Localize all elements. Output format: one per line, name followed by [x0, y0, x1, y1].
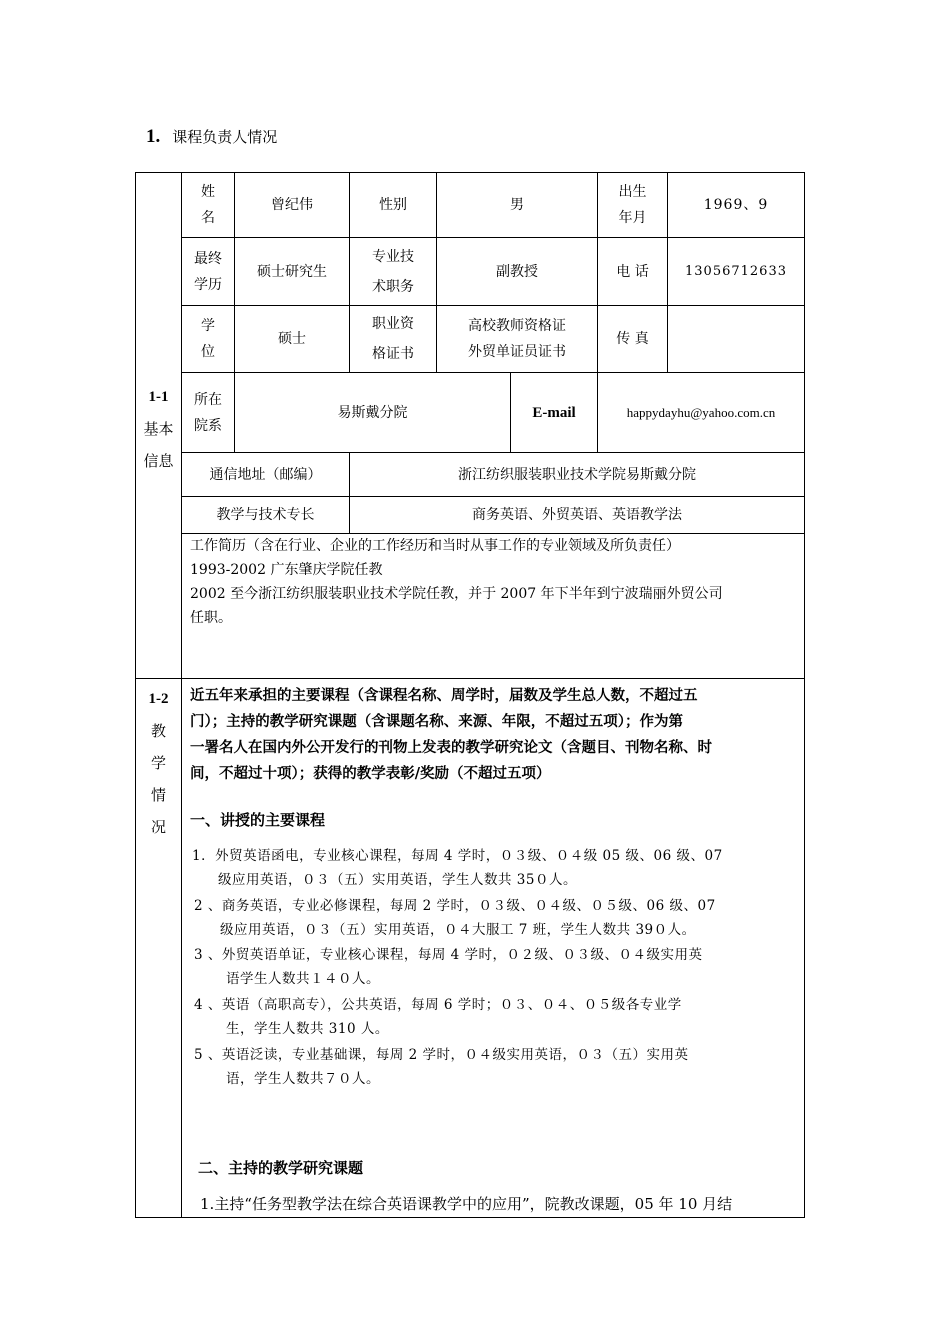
- resume-line: 1993-2002 广东肇庆学院任教: [190, 562, 383, 578]
- degree-value: 硕士: [278, 331, 306, 347]
- title-label: 专业技 术职务: [372, 248, 414, 295]
- resume-line: 任职。: [190, 610, 232, 626]
- teaching-side-text-3: 情: [150, 786, 166, 804]
- address-value: 浙江纺织服装职业技术学院易斯戴分院: [458, 466, 696, 483]
- intro-line: 一署名人在国内外公开发行的刊物上发表的教学研究论文（含题目、刊物名称、时: [190, 739, 712, 756]
- expertise-label: 教学与技术专长: [216, 507, 315, 523]
- cert-label: 职业资 格证书: [372, 316, 414, 362]
- teaching-side-text-2: 学: [150, 754, 166, 772]
- teaching-side-label: [136, 682, 181, 843]
- name-label: 姓 名: [201, 184, 215, 226]
- list-item: 3 、外贸英语单证，专业核心课程，每周 4 学时，０２级、０３级、０４级实用英 语学生人数共１４０人。: [194, 947, 703, 987]
- address-label: 通信地址（邮编）: [209, 466, 322, 483]
- research-heading: 二、主持的教学研究课题: [198, 1159, 364, 1177]
- section-number: 1.: [146, 126, 161, 147]
- gender-label: 性别: [379, 197, 407, 213]
- list-item: 4 、英语（高职高专），公共英语，每周 6 学时；０３、０４、０５级各专业学 生，学生人数共 310 人。: [194, 997, 682, 1037]
- dept-label: 所在 院系: [194, 391, 222, 434]
- expertise-value: 商务英语、外贸英语、英语教学法: [472, 507, 682, 523]
- resume-title: 工作简历（含在行业、企业的工作经历和当时从事工作的专业领域及所负责任）: [190, 538, 680, 554]
- email-label: E-mail: [532, 404, 576, 421]
- basic-info-side-label: [136, 380, 181, 477]
- education-label: 最终 学历: [194, 250, 222, 293]
- teaching-side-text-1: 教: [150, 722, 166, 740]
- dept-value: 易斯戴分院: [337, 404, 408, 421]
- name-value: 曾纪伟: [271, 197, 313, 213]
- intro-line: 门）；主持的教学研究课题（含课题名称、来源、年限，不超过五项）；作为第: [190, 713, 683, 730]
- phone-label: 电 话: [616, 263, 649, 280]
- list-item: 1．外贸英语函电，专业核心课程，每周 4 学时，０３级、０４级 05 级、06 级、07 级应用英语，０３（五）实用英语，学生人数共 35０人。: [192, 848, 723, 888]
- fax-value: [668, 306, 804, 372]
- teaching-side-num: 1-2: [148, 691, 169, 707]
- gender-value: 男: [510, 197, 524, 213]
- fax-label: 传 真: [616, 331, 649, 347]
- basic-info-side-text-2: 信息: [143, 452, 174, 470]
- birth-value: 1969、9: [703, 197, 769, 213]
- intro-line: 间，不超过十项）；获得的教学表彰/奖励（不超过五项）: [190, 765, 551, 782]
- section-heading: [146, 126, 277, 148]
- courses-heading: 一、讲授的主要课程: [190, 811, 326, 829]
- basic-info-side-num: 1-1: [148, 389, 169, 405]
- basic-info-side-text-1: 基本: [143, 420, 174, 438]
- intro-line: 近五年来承担的主要课程（含课程名称、周学时，届数及学生总人数，不超过五: [190, 687, 698, 704]
- resume-line: 2002 至今浙江纺织服装职业技术学院任教，并于 2007 年下半年到宁波瑞丽外贸公司: [190, 586, 723, 602]
- education-value: 硕士研究生: [257, 263, 327, 280]
- list-item: 2 、商务英语，专业必修课程，每周 2 学时，０３级、０４级、０５级、06 级、07 级应用英语，０３（五）实用英语，０４大服工 7 班，学生人数共 39０人。: [194, 898, 716, 938]
- research-line: 1.主持“任务型教学法在综合英语课教学中的应用”，院教改课题，05 年 10 月结: [200, 1195, 733, 1213]
- table-border-bottom: [135, 1217, 805, 1218]
- section-title: 课程负责人情况: [172, 128, 278, 146]
- title-value: 副教授: [496, 263, 538, 280]
- email-value: happydayhu@yahoo.com.cn: [626, 404, 776, 420]
- section-divider: [135, 678, 805, 679]
- cert-value: 高校教师资格证 外贸单证员证书: [468, 318, 566, 360]
- degree-label: 学 位: [201, 318, 215, 360]
- teaching-side-text-4: 况: [150, 818, 166, 836]
- phone-value: 13056712633: [685, 263, 787, 279]
- birth-label: 出生 年月: [618, 184, 647, 226]
- list-item: 5 、英语泛读，专业基础课，每周 2 学时，０４级实用英语，０３（五）实用英 语，学生人数共７０人。: [194, 1047, 689, 1087]
- teaching-intro: [190, 683, 804, 787]
- resume-block: [190, 534, 802, 630]
